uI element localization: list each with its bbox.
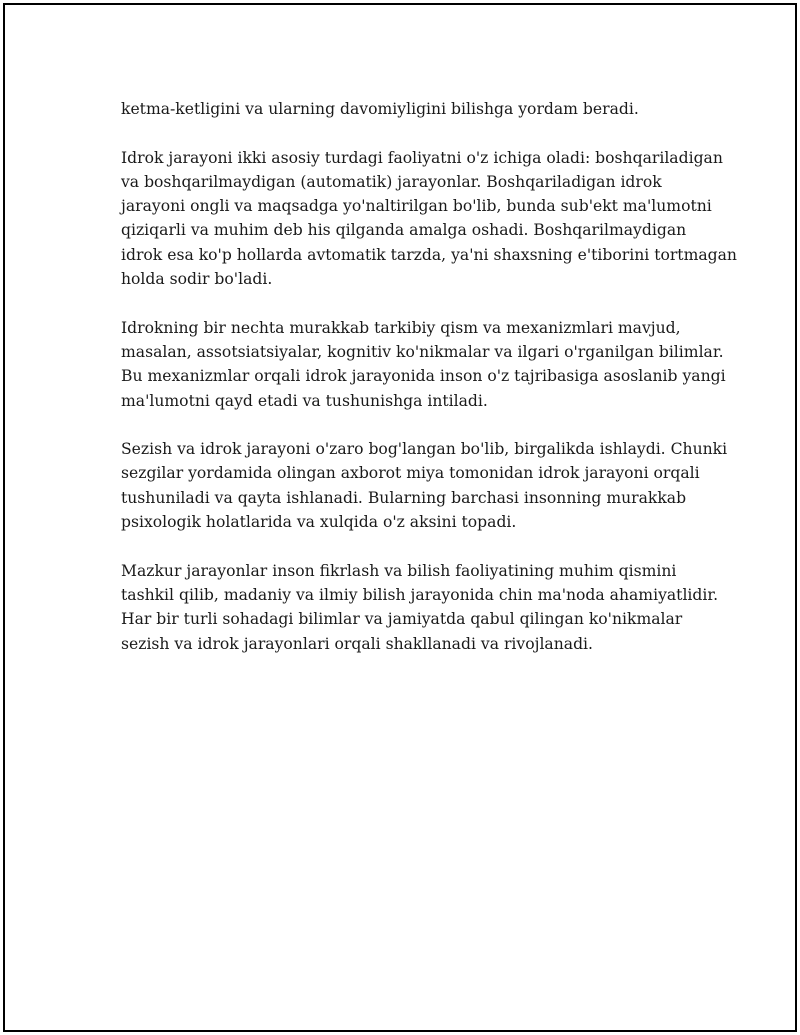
paragraph-2 bbox=[121, 146, 737, 292]
text-line: idrok esa ko'p hollarda avtomatik tarzda, ya'ni shaxsning e'tiborini tortmagan bbox=[121, 245, 737, 264]
text-line: Sezish va idrok jarayoni o'zaro bog'langan bo'lib, birgalikda ishlaydi. Chunki bbox=[121, 440, 728, 459]
text-line: sezgilar yordamida olingan axborot miya tomonidan idrok jarayoni orqali bbox=[121, 464, 700, 483]
paragraph-4 bbox=[121, 437, 728, 534]
document-body bbox=[121, 97, 737, 680]
paragraph-3 bbox=[121, 316, 726, 413]
text-line: Har bir turli sohadagi bilimlar va jamiyatda qabul qilingan ko'nikmalar bbox=[121, 610, 683, 629]
text-line: holda sodir bo'ladi. bbox=[121, 270, 273, 289]
text-line: va boshqarilmaydigan (automatik) jarayonlar. Boshqariladigan idrok bbox=[121, 172, 662, 191]
text-line: jarayoni ongli va maqsadga yo'naltirilgan bo'lib, bunda sub'ekt ma'lumotni bbox=[121, 197, 712, 216]
text-line: Mazkur jarayonlar inson fikrlash va bilish faoliyatining muhim qismini bbox=[121, 561, 677, 580]
text-line: tashkil qilib, madaniy va ilmiy bilish jarayonida chin ma'noda ahamiyatlidir. bbox=[121, 585, 719, 604]
text-line: masalan, assotsiatsiyalar, kognitiv ko'nikmalar va ilgari o'rganilgan bilimlar. bbox=[121, 342, 724, 361]
document-page bbox=[3, 3, 797, 1032]
text-line: Bu mexanizmlar orqali idrok jarayonida inson o'z tajribasiga asoslanib yangi bbox=[121, 367, 726, 386]
text-line: ketma-ketligini va ularning davomiyligini bilishga yordam beradi. bbox=[121, 100, 639, 118]
text-line: ma'lumotni qayd etadi va tushunishga intiladi. bbox=[121, 391, 488, 410]
text-line: psixologik holatlarida va xulqida o'z aksini topadi. bbox=[121, 513, 517, 532]
text-line: Idrokning bir nechta murakkab tarkibiy qism va mexanizmlari mavjud, bbox=[121, 318, 681, 337]
text-line: Idrok jarayoni ikki asosiy turdagi faoliyatni o'z ichiga oladi: boshqariladigan bbox=[121, 148, 723, 167]
text-line: tushuniladi va qayta ishlanadi. Bularning barchasi insonning murakkab bbox=[121, 488, 687, 507]
text-line: sezish va idrok jarayonlari orqali shakllanadi va rivojlanadi. bbox=[121, 634, 593, 653]
paragraph-5 bbox=[121, 559, 719, 656]
text-line: qiziqarli va muhim deb his qilganda amalga oshadi. Boshqarilmaydigan bbox=[121, 221, 687, 240]
paragraph-1 bbox=[121, 97, 701, 121]
